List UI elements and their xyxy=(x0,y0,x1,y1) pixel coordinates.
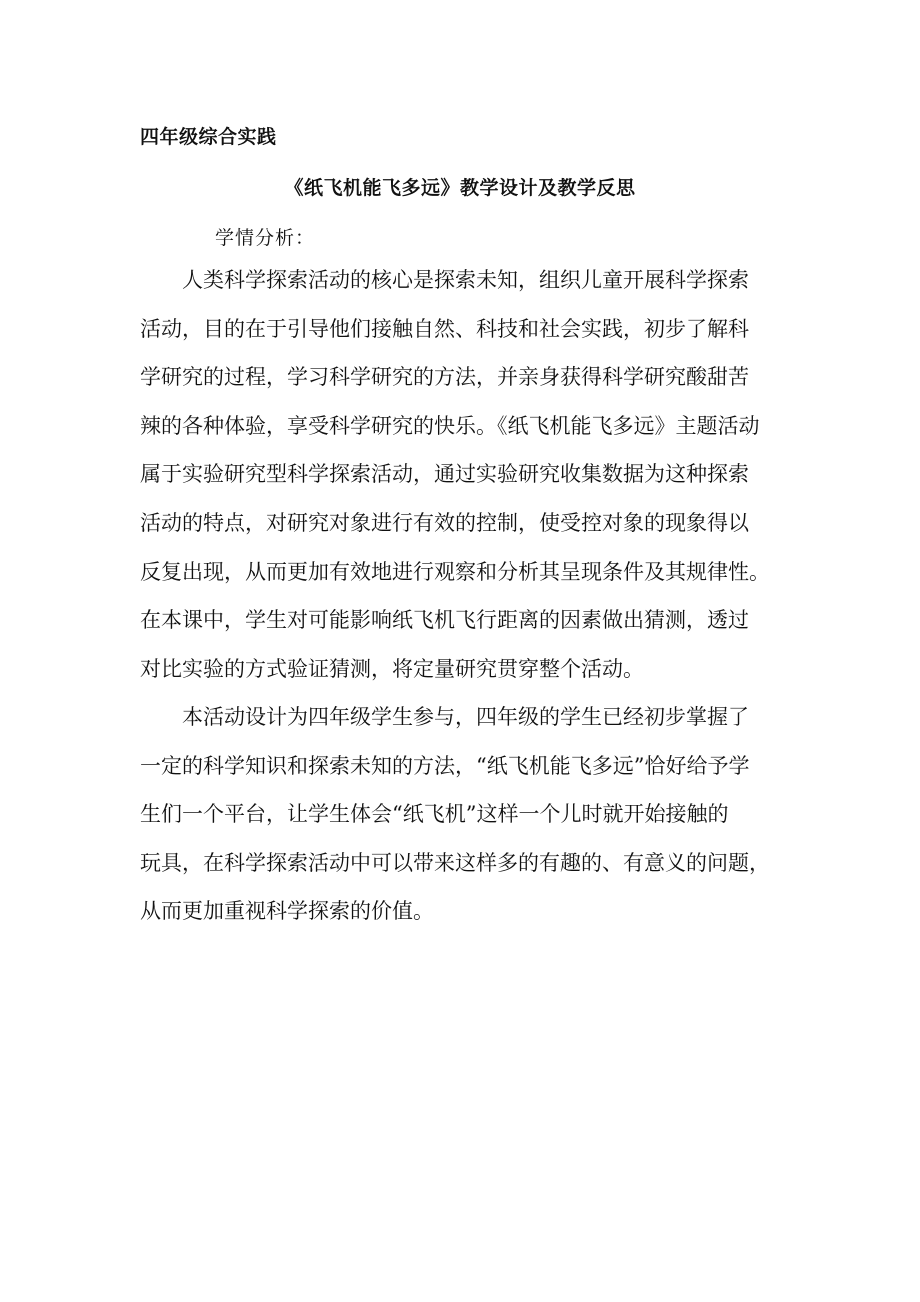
paragraph-1 xyxy=(140,256,780,693)
document-title: 《纸飞机能飞多远》教学设计及教学反思 xyxy=(284,177,636,199)
paragraph-line: 在本课中，学生对可能影响纸飞机飞行距离的因素做出猜测，透过 xyxy=(140,608,749,633)
paragraph-line: 生们一个平台，让学生体会“纸飞机”这样一个儿时就开始接触的 xyxy=(140,802,729,827)
paragraph-line: 一定的科学知识和探索未知的方法，“纸飞机能飞多远”恰好给予学 xyxy=(140,753,750,778)
paragraph-line: 人类科学探索活动的核心是探索未知，组织儿童开展科学探索 xyxy=(182,268,749,292)
document-heading: 四年级综合实践 xyxy=(140,126,277,148)
paragraph-line: 辣的各种体验，享受科学研究的快乐。《纸飞机能飞多远》主题活动 xyxy=(140,413,760,438)
paragraph-line: 本活动设计为四年级学生参与，四年级的学生已经初步掌握了 xyxy=(182,705,749,729)
section-label: 学情分析： xyxy=(215,227,316,249)
paragraph-2 xyxy=(140,693,780,936)
paragraph-line: 反复出现，从而更加有效地进行观察和分析其呈现条件及其规律性。 xyxy=(140,559,770,584)
paragraph-line: 活动，目的在于引导他们接触自然、科技和社会实践，初步了解科 xyxy=(140,316,749,341)
paragraph-line: 对比实验的方式验证猜测，将定量研究贯穿整个活动。 xyxy=(140,656,644,681)
paragraph-line: 从而更加重视科学探索的价值。 xyxy=(140,899,434,924)
paragraph-line: 玩具，在科学探索活动中可以带来这样多的有趣的、有意义的问题， xyxy=(140,850,770,875)
paragraph-line: 学研究的过程，学习科学研究的方法，并亲身获得科学研究酸甜苦 xyxy=(140,365,749,390)
paragraph-line: 活动的特点，对研究对象进行有效的控制，使受控对象的现象得以 xyxy=(140,510,749,535)
paragraph-line: 属于实验研究型科学探索活动，通过实验研究收集数据为这种探索 xyxy=(140,462,749,487)
